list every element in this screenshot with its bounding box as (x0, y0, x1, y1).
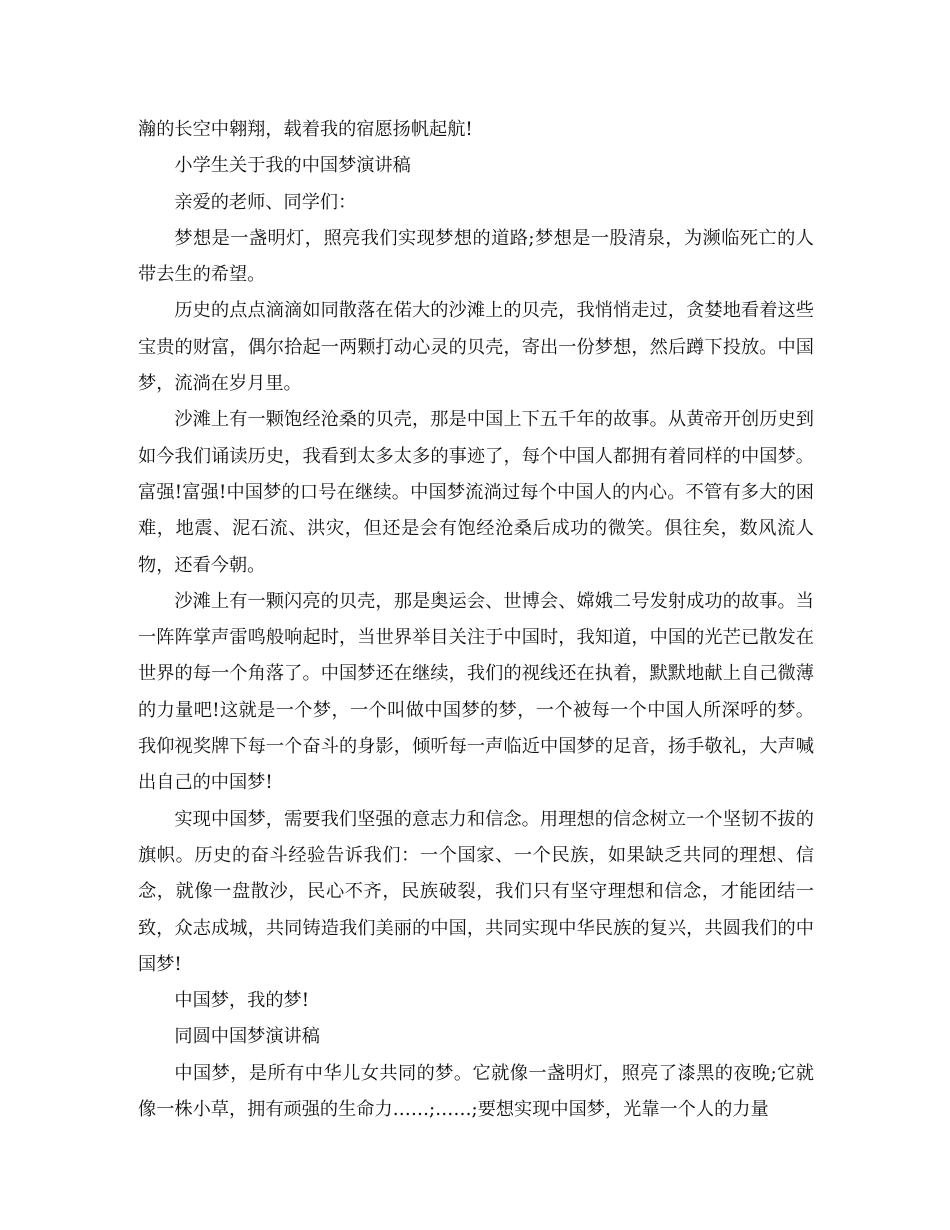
paragraph-continuation: 瀚的长空中翱翔，载着我的宿愿扬帆起航! (138, 119, 473, 140)
paragraph-dream-lamp: 梦想是一盏明灯，照亮我们实现梦想的道路;梦想是一股清泉，为濒临死亡的人带去生的希望。 (138, 227, 814, 286)
paragraph-olympics: 沙滩上有一颗闪亮的贝壳，那是奥运会、世博会、嫦娥二号发射成功的故事。当一阵阵掌声雷鸣般响起时，当世界举目关注于中国时，我知道，中国的光芒已散发在世界的每一个角落了。中国梦还在继续，我们的视线还在执着，默默地献上自己微薄的力量吧!这就是一个梦，一个叫做中国梦的梦，一个被每一个中国人所深呼的梦。我仰视奖牌下每一个奋斗的身影，倾听每一声临近中国梦的足音，扬手敬礼，大声喊出自己的中国梦! (138, 590, 814, 794)
paragraph-shared-dream: 中国梦，是所有中华儿女共同的梦。它就像一盏明灯，照亮了漆黑的夜晚;它就像一株小草，拥有顽强的生命力……;……;要想实现中国梦，光靠一个人的力量 (138, 1062, 814, 1121)
document-body (138, 112, 814, 1128)
section-title-shared-dream-speech: 同圆中国梦演讲稿 (174, 1026, 320, 1048)
paragraph-willpower: 实现中国梦，需要我们坚强的意志力和信念。用理想的信念树立一个坚韧不拔的旗帜。历史的奋斗经验告诉我们：一个国家、一个民族，如果缺乏共同的理想、信念，就像一盘散沙，民心不齐，民族破裂，我们只有坚守理想和信念，才能团结一致，众志成城，共同铸造我们美丽的中国，共同实现中华民族的复兴，共圆我们的中国梦! (138, 808, 814, 975)
section-title-primary-school-speech: 小学生关于我的中国梦演讲稿 (174, 155, 411, 177)
salutation: 亲爱的老师、同学们： (174, 191, 357, 213)
paragraph-closing: 中国梦，我的梦! (174, 990, 310, 1012)
paragraph-five-thousand-years: 沙滩上有一颗饱经沧桑的贝壳，那是中国上下五千年的故事。从黄帝开创历史到如今我们诵读历史，我看到太多太多的事迹了，每个中国人都拥有着同样的中国梦。富强!富强!中国梦的口号在继续。中国梦流淌过每个中国人的内心。不管有多大的困难，地震、泥石流、洪灾，但还是会有饱经沧桑后成功的微笑。俱往矣，数风流人物，还看今朝。 (138, 409, 814, 576)
paragraph-history-shells: 历史的点点滴滴如同散落在偌大的沙滩上的贝壳，我悄悄走过，贪婪地看着这些宝贵的财富，偶尔拾起一两颗打动心灵的贝壳，寄出一份梦想，然后蹲下投放。中国梦，流淌在岁月里。 (138, 300, 814, 395)
